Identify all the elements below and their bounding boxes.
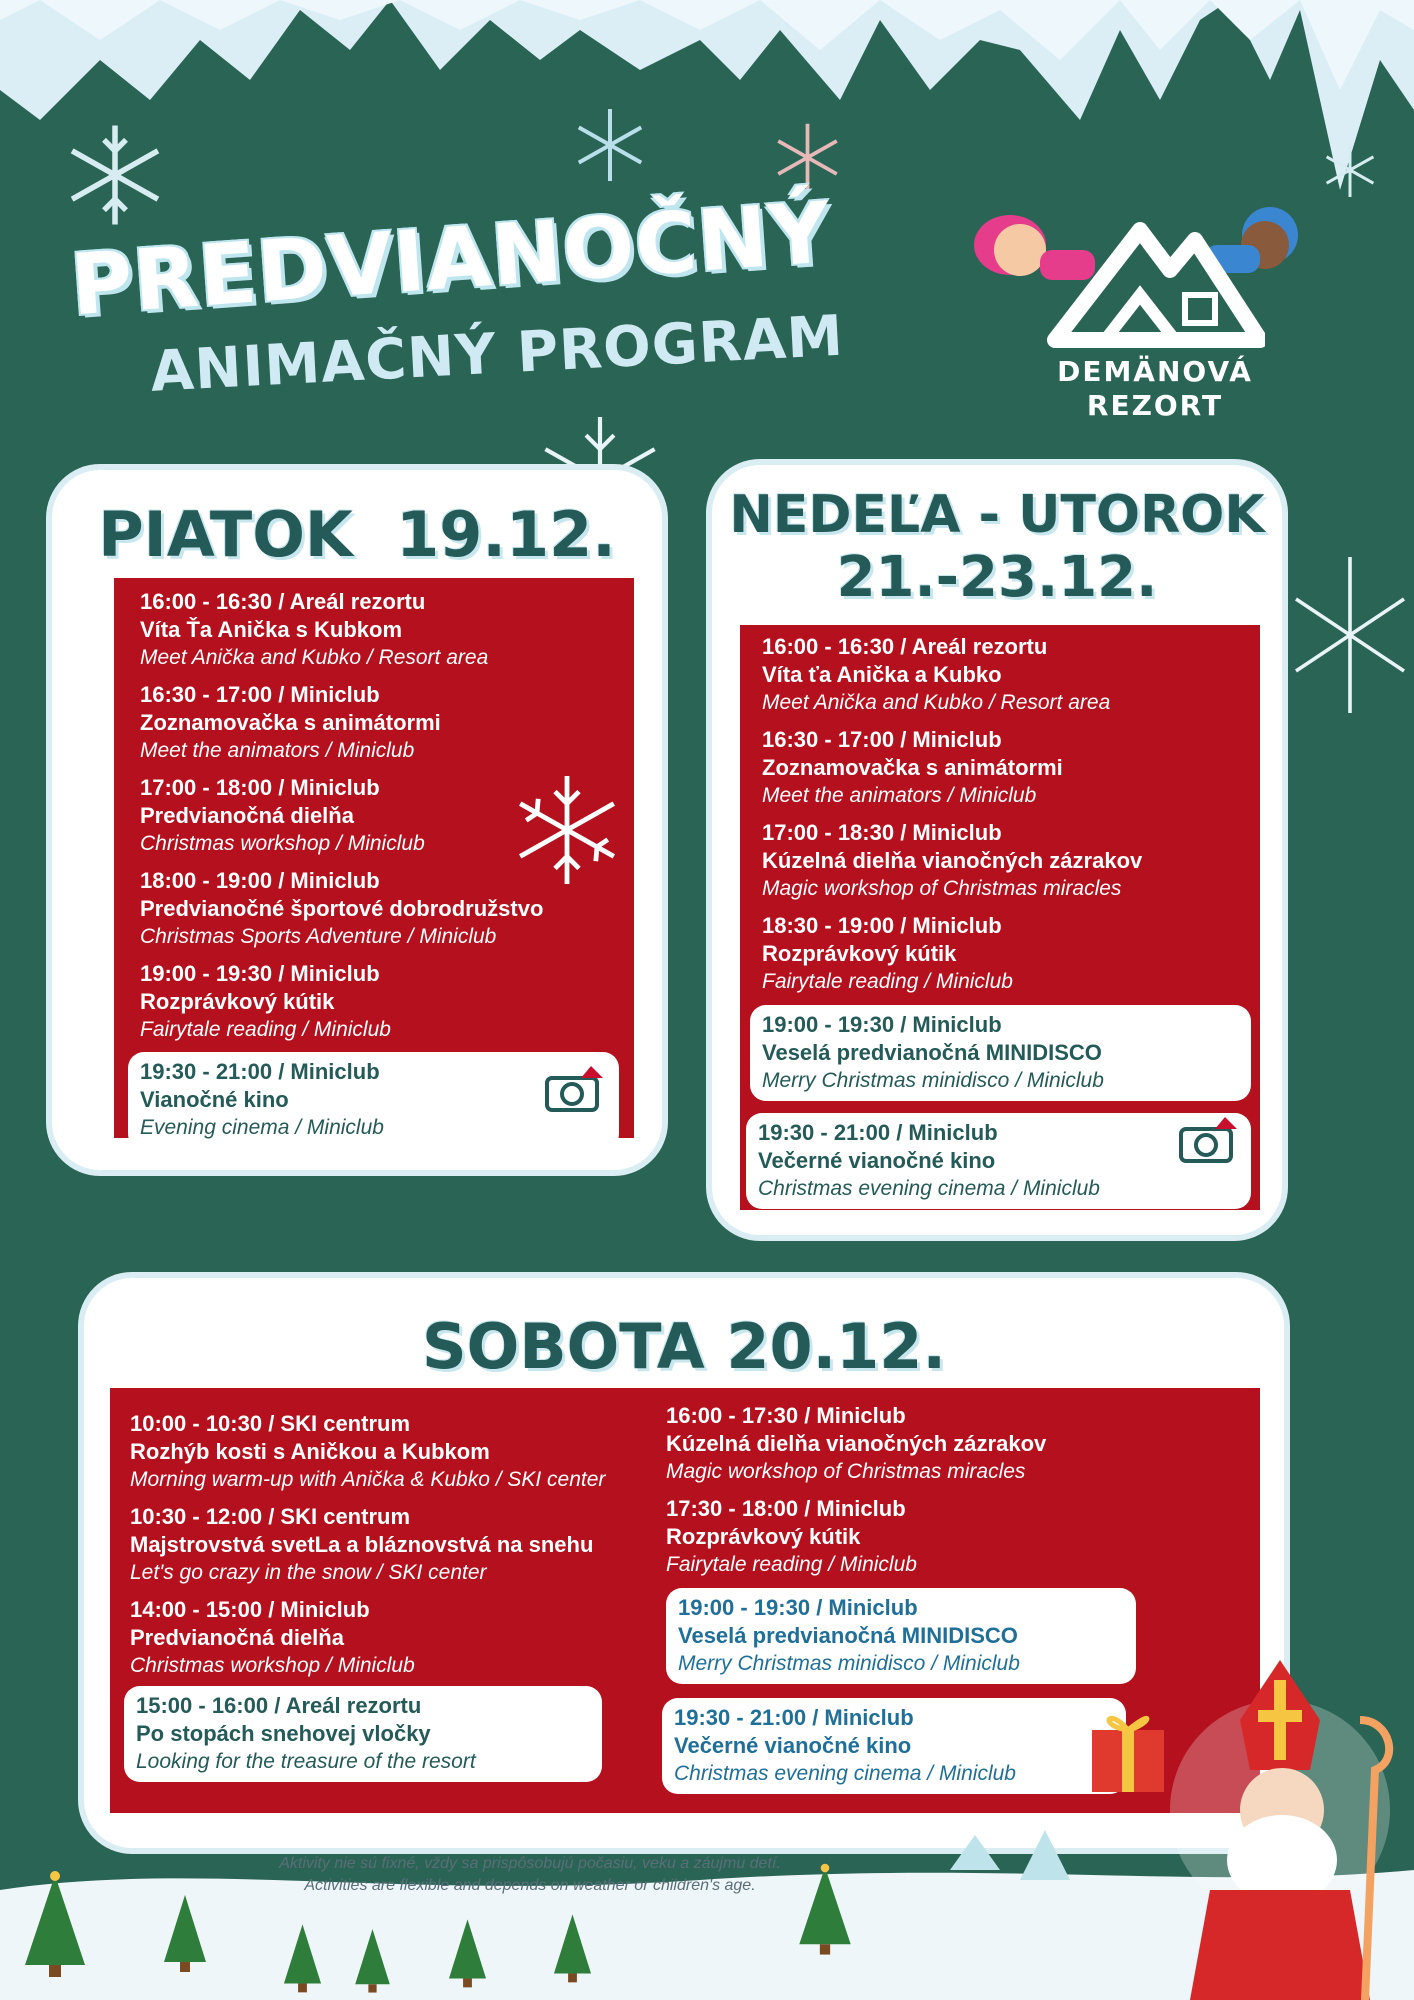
schedule-event (140, 960, 630, 1043)
event-english: Fairytale reading / Miniclub (666, 1553, 917, 1576)
event-english: Merry Christmas minidisco / Miniclub (678, 1652, 1020, 1675)
snowflake-icon (1290, 550, 1410, 720)
nedela-cinema-box (746, 1113, 1251, 1209)
nedela-title-days: NEDEĽA - UTOROK (729, 485, 1265, 545)
event-time: 17:00 - 18:00 / Miniclub (140, 775, 380, 800)
event-name: Rozprávkový kútik (666, 1524, 861, 1549)
event-time: 19:30 - 21:00 / Miniclub (758, 1120, 998, 1145)
event-name: Majstrovstvá svetLa a bláznovstvá na snehu (130, 1532, 594, 1557)
event-name: Rozprávkový kútik (140, 989, 335, 1014)
nedela-title-dates: 21.-23.12. (836, 545, 1158, 610)
event-name: Vianočné kino (140, 1087, 289, 1112)
event-time: 14:00 - 15:00 / Miniclub (130, 1597, 370, 1622)
schedule-event (762, 633, 1257, 716)
event-time: 18:00 - 19:00 / Miniclub (140, 868, 380, 893)
st-nicholas-illustration (1110, 1660, 1410, 2000)
event-time: 16:00 - 16:30 / Areál rezortu (140, 589, 426, 614)
event-english: Morning warm-up with Anička & Kubko / SKI center (130, 1468, 606, 1491)
event-time: 19:30 - 21:00 / Miniclub (674, 1705, 914, 1730)
event-name: Rozhýb kosti s Aničkou a Kubkom (130, 1439, 490, 1464)
camera-icon (543, 1064, 607, 1114)
event-time: 17:00 - 18:30 / Miniclub (762, 820, 1002, 845)
schedule-event (666, 1495, 1166, 1578)
event-english: Looking for the treasure of the resort (136, 1750, 476, 1773)
event-english: Magic workshop of Christmas miracles (666, 1460, 1026, 1483)
event-english: Fairytale reading / Miniclub (140, 1018, 391, 1041)
event-english: Meet the animators / Miniclub (762, 784, 1037, 807)
nedela-schedule (740, 625, 1260, 1210)
event-english: Meet Anička and Kubko / Resort area (762, 691, 1111, 714)
camera-icon (1177, 1115, 1241, 1165)
main-title: PREDVIANOČNÝ (67, 183, 834, 335)
event-english: Meet Anička and Kubko / Resort area (140, 646, 489, 669)
schedule-event (762, 726, 1257, 809)
event-english: Christmas evening cinema / Miniclub (674, 1762, 1016, 1785)
christmas-tree-icon (280, 1920, 325, 1995)
schedule-event (140, 681, 630, 764)
event-time: 15:00 - 16:00 / Areál rezortu (136, 1693, 422, 1718)
event-english: Let's go crazy in the snow / SKI center (130, 1561, 487, 1584)
event-time: 16:30 - 17:00 / Miniclub (762, 727, 1002, 752)
event-name: Kúzelná dielňa vianočných zázrakov (762, 848, 1143, 873)
footer-note-en: Activities are flexible and depends on weather or children's age. (304, 1877, 756, 1894)
event-english: Magic workshop of Christmas miracles (762, 877, 1122, 900)
nedela-minidisco-box (750, 1005, 1251, 1101)
schedule-event (140, 588, 630, 671)
sobota-snowflake-box (124, 1686, 602, 1782)
event-time: 16:30 - 17:00 / Miniclub (140, 682, 380, 707)
event-name: Víta Ťa Anička s Kubkom (140, 617, 403, 642)
event-english: Christmas workshop / Miniclub (130, 1654, 415, 1677)
piatok-card (52, 470, 662, 1170)
sub-title: ANIMAČNÝ PROGRAM (148, 303, 846, 405)
logo-line2: REZORT (1086, 389, 1224, 422)
event-time: 19:30 - 21:00 / Miniclub (140, 1059, 380, 1084)
schedule-event (666, 1402, 1166, 1485)
sobota-card (84, 1278, 1284, 1848)
event-name: Veselá predvianočná MINIDISCO (678, 1623, 1018, 1648)
schedule-event (762, 912, 1257, 995)
snowflake-icon (1320, 140, 1380, 200)
piatok-cinema-box (128, 1052, 619, 1150)
event-name: Zoznamovačka s animátormi (762, 755, 1063, 780)
event-name: Predvianočná dielňa (130, 1625, 344, 1650)
logo-line1: DEMÄNOVÁ (1057, 355, 1253, 388)
mountain-logo-icon (1045, 200, 1265, 350)
event-time: 10:00 - 10:30 / SKI centrum (130, 1411, 411, 1436)
event-name: Večerné vianočné kino (758, 1148, 996, 1173)
footer-note-sk: Aktivity nie sú fixné, vždy sa prispôsobujú počasiu, veku a záujmu detí. (279, 1855, 781, 1872)
event-name: Veselá predvianočná MINIDISCO (762, 1040, 1102, 1065)
snowflake-icon (507, 770, 627, 890)
sobota-title: SOBOTA 20.12. (421, 1310, 947, 1383)
event-name: Kúzelná dielňa vianočných zázrakov (666, 1431, 1047, 1456)
nedela-card (712, 465, 1282, 1235)
event-name: Večerné vianočné kino (674, 1733, 912, 1758)
sobota-cinema-box (662, 1698, 1126, 1794)
resort-logo (1040, 200, 1270, 440)
christmas-tree-icon (160, 1890, 210, 1975)
event-english: Christmas workshop / Miniclub (140, 832, 425, 855)
event-time: 17:30 - 18:00 / Miniclub (666, 1496, 906, 1521)
event-name: Víta ťa Anička a Kubko (762, 662, 1002, 687)
event-time: 16:00 - 16:30 / Areál rezortu (762, 634, 1048, 659)
event-time: 19:00 - 19:30 / Miniclub (762, 1012, 1002, 1037)
event-english: Christmas evening cinema / Miniclub (758, 1177, 1100, 1200)
sobota-right-list (666, 1402, 1166, 1588)
event-english: Evening cinema / Miniclub (140, 1116, 384, 1139)
event-name: Zoznamovačka s animátormi (140, 710, 441, 735)
christmas-tree-icon (350, 1925, 395, 1995)
snowflake-icon (60, 120, 170, 230)
snowflake-icon (570, 105, 650, 185)
event-english: Meet the animators / Miniclub (140, 739, 415, 762)
event-english: Merry Christmas minidisco / Miniclub (762, 1069, 1104, 1092)
event-time: 18:30 - 19:00 / Miniclub (762, 913, 1002, 938)
event-time: 19:00 - 19:30 / Miniclub (140, 961, 380, 986)
christmas-tree-icon (445, 1915, 490, 1990)
schedule-event (130, 1410, 650, 1493)
event-english: Fairytale reading / Miniclub (762, 970, 1013, 993)
event-english: Christmas Sports Adventure / Miniclub (140, 925, 497, 948)
sobota-minidisco-box (666, 1588, 1136, 1684)
schedule-event (130, 1596, 650, 1679)
event-name: Predvianočná dielňa (140, 803, 354, 828)
event-name: Rozprávkový kútik (762, 941, 957, 966)
sobota-left-list (130, 1410, 650, 1689)
event-time: 19:00 - 19:30 / Miniclub (678, 1595, 918, 1620)
piatok-title: PIATOK 19.12. (98, 498, 616, 571)
event-name: Predvianočné športové dobrodružstvo (140, 896, 544, 921)
event-name: Po stopách snehovej vločky (136, 1721, 431, 1746)
schedule-event (762, 819, 1257, 902)
christmas-tree-icon (550, 1910, 595, 1985)
nedela-event-list (762, 633, 1257, 1005)
sobota-schedule (110, 1388, 1260, 1813)
event-time: 16:00 - 17:30 / Miniclub (666, 1403, 906, 1428)
schedule-event (130, 1503, 650, 1586)
event-time: 10:30 - 12:00 / SKI centrum (130, 1504, 411, 1529)
